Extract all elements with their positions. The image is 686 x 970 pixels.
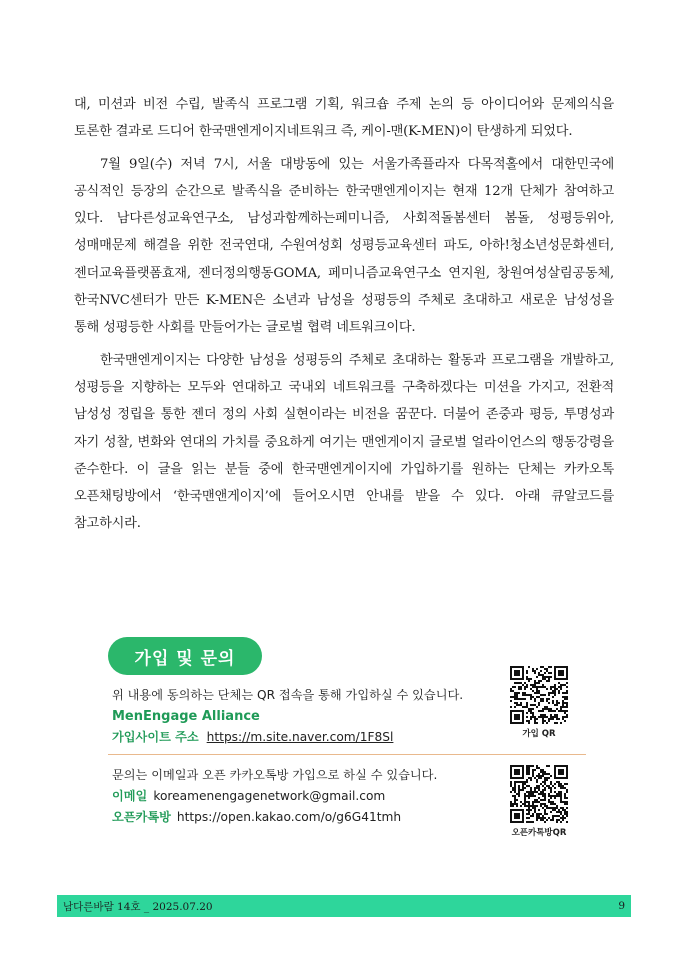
join-inquiry-title: 가입 및 문의 [108,637,262,675]
kakao-qr[interactable] [504,765,574,838]
join-qr-caption: 가입 QR [522,729,556,739]
footer-publication: 남다른바람 14호 _ 2025.07.20 [63,900,213,913]
kakao-row [112,807,502,828]
join-qr[interactable] [504,666,574,739]
email-row [112,786,502,807]
paragraph-3: 한국맨엔게이지는 다양한 남성을 성평등의 주체로 초대하는 활동과 프로그램을 개발하고, 성평등을 지향하는 모두와 연대하고 국내외 네트워크를 구축하겠다는 미션을 가지고, 전환적 남성성 정립을 통한 젠더 정의 사회 실현이라는 비전을 꿈꾼다. 더불어 존중과 평등, 투명성과 자기 성찰, 변화와 연대의 가치를 중요하게 여기는 맨엔게이지 글로벌 얼라이언스의 행동강령을 준수한다. 이 글을 읽는 분들 중에 한국맨엔게이지에 가입하기를 원하는 단체는 카카오톡 오픈채팅방에서 ‘한국맨앤게이지’에 들어오시면 안내를 받을 수 있다. 아래 큐알코드를 참고하시라. [74,352,614,532]
join-site-label: 가입사이트 주소 [112,730,199,744]
paragraph-1: 대, 미션과 비전 수립, 발족식 프로그램 기획, 워크숍 주제 논의 등 아이디어와 문제의식을 토론한 결과로 드디어 한국맨엔게이지네트워크 즉, 케이-맨(K-MEN)이 탄생하게 되었다. [74,97,614,140]
page-footer [57,895,631,917]
email-label: 이메일 [112,789,148,803]
email-link[interactable]: koreamenengagenetwork@gmail.com [153,789,386,803]
page-number: 9 [618,900,625,912]
qr-code-icon [510,666,568,724]
join-site-link[interactable]: https://m.site.naver.com/1F8Sl [206,730,394,744]
join-info-box [108,637,588,847]
join-site-row [112,727,502,748]
qr-code-icon [510,765,568,823]
article-body [74,91,614,543]
kakao-link[interactable]: https://open.kakao.com/o/g6G41tmh [176,810,402,824]
menengage-brand: MenEngage Alliance [112,709,260,724]
join-section [112,685,502,748]
contact-section [112,765,502,828]
contact-description: 문의는 이메일과 오픈 카카오톡방 가입으로 하실 수 있습니다. [112,768,438,782]
join-description: 위 내용에 동의하는 단체는 QR 접속을 통해 가입하실 수 있습니다. [112,688,464,702]
paragraph-2: 7월 9일(수) 저녁 7시, 서울 대방동에 있는 서울가족플라자 다목적홀에서 대한민국에 공식적인 등장의 순간으로 발족식을 준비하는 한국맨엔게이지는 현재 12개 단체가 참여하고 있다. 남다른성교육연구소, 남성과함께하는페미니즘, 사회적돌봄센터 봄돌, 성평등위아, 성매매문제 해결을 위한 전국연대, 수원여성회 성평등교육센터 파도, 아하!청소년성문화센터, 젠더교육플랫폼효재, 젠더정의행동GOMA, 페미니즘교육연구소 연지원, 창원여성살림공동체, 한국NVC센터가 만든 K-MEN은 소년과 남성을 성평등의 주체로 초대하고 새로운 남성성을 통해 성평등한 사회를 만들어가는 글로벌 협력 네트워크이다. [74,156,614,336]
kakao-label: 오픈카톡방 [112,810,171,824]
kakao-qr-caption: 오픈카톡방QR [511,828,567,838]
section-divider [108,754,586,755]
